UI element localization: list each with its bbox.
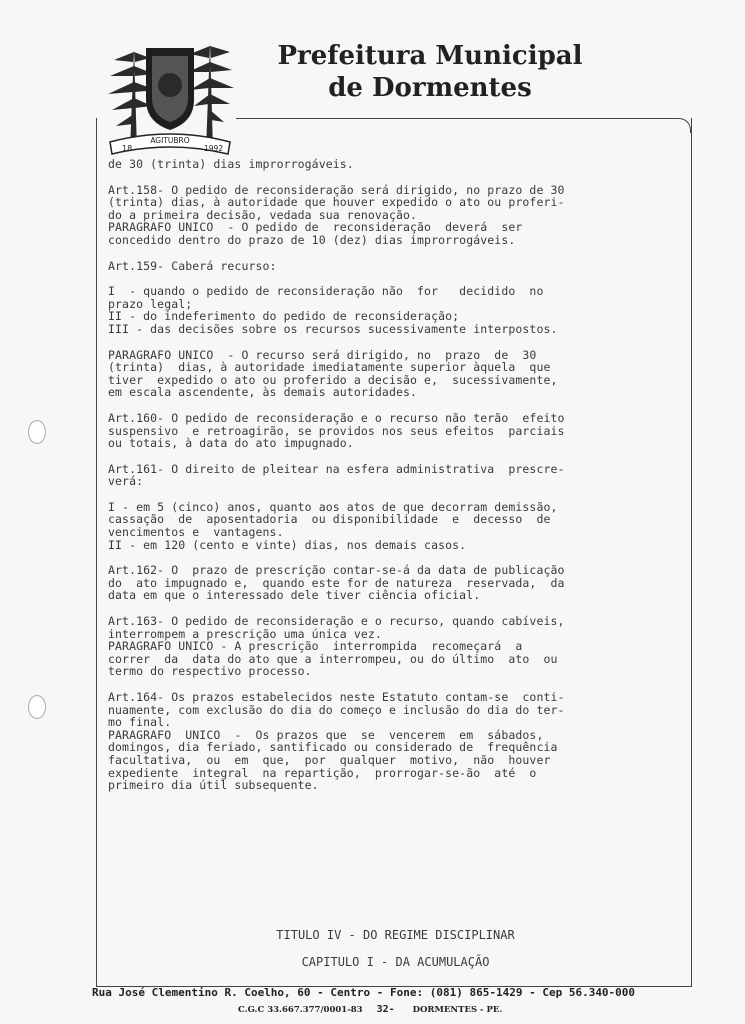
text-line: domingos, dia feriado, santificado ou considerado de frequência xyxy=(108,740,558,755)
text-line: data em que o interessado dele tiver ciência oficial. xyxy=(108,588,481,603)
text-line: tiver expedido o ato ou proferido a decisão e, sucessivamente, xyxy=(108,372,558,387)
paragraph xyxy=(108,349,683,399)
crest-ribbon-left: 18 xyxy=(122,144,133,153)
text-line: Art.158- O pedido de reconsideração será dirigido, no prazo de 30 xyxy=(108,182,565,197)
text-line: vencimentos e vantagens. xyxy=(108,525,284,540)
page-number: 32- xyxy=(376,1004,395,1015)
binder-hole xyxy=(28,420,46,444)
text-line: concedido dentro do prazo de 10 (dez) dias improrrogáveis. xyxy=(108,232,516,247)
paragraph xyxy=(108,285,683,335)
footer-cgc: C.G.C 33.667.377/0001-83 xyxy=(238,1005,363,1015)
titulo-heading: TITULO IV - DO REGIME DISCIPLINAR xyxy=(276,928,515,942)
crest-ribbon-right: 1992 xyxy=(204,144,224,153)
document-body xyxy=(108,158,683,805)
text-line: II - do indeferimento do pedido de reconsideração; xyxy=(108,309,460,324)
text-line: suspensivo e retroagirão, se providos nos seus efeitos parciais xyxy=(108,423,565,438)
paragraph xyxy=(108,564,683,602)
text-line: II - em 120 (cento e vinte) dias, nos demais casos. xyxy=(108,537,467,552)
crest-ribbon-center: AGITUBRO xyxy=(150,136,190,145)
capitulo-heading: CAPITULO I - DA ACUMULAÇÃO xyxy=(301,955,490,969)
title-line-1: Prefeitura Municipal xyxy=(277,41,583,71)
paragraph xyxy=(108,501,683,551)
text-line: III - das decisões sobre os recursos sucessivamente interpostos. xyxy=(108,321,558,336)
text-line: I - em 5 (cinco) anos, quanto aos atos de que decorram demissão, xyxy=(108,499,558,514)
text-line: verá: xyxy=(108,474,144,489)
text-line: cassação de aposentadoria ou disponibilidade e decesso de xyxy=(108,512,551,527)
text-line: I - quando o pedido de reconsideração não for decidido no xyxy=(108,284,544,299)
header-title xyxy=(250,40,610,104)
text-line: Art.162- O prazo de prescrição contar-se-á da data de publicação xyxy=(108,563,565,578)
text-line: PARAGRAFO UNICO - A prescrição interrompida recomeçará a xyxy=(108,639,523,654)
text-line: primeiro dia útil subsequente. xyxy=(108,778,319,793)
text-line: (trinta) dias, à autoridade imediatamente superior àquela que xyxy=(108,360,551,375)
text-line: Art.161- O direito de pleitear na esfera administrativa prescre- xyxy=(108,461,565,476)
paragraph xyxy=(108,260,683,273)
paragraph xyxy=(108,412,683,450)
text-line: Art.159- Caberá recurso: xyxy=(108,258,277,273)
text-line: (trinta) dias, à autoridade que houver expedido o ato ou proferi- xyxy=(108,195,565,210)
text-line: Art.160- O pedido de reconsideração e o recurso não terão efeito xyxy=(108,410,565,425)
text-line: correr da data do ato que a interrompeu, ou do último ato ou xyxy=(108,651,558,666)
text-line: facultativa, ou em que, por qualquer motivo, não houver xyxy=(108,752,551,767)
text-line: PARAGRAFO UNICO - Os prazos que se vencerem em sábados, xyxy=(108,727,544,742)
text-line: do ato impugnado e, quando este for de natureza reservada, da xyxy=(108,575,565,590)
title-line-2: de Dormentes xyxy=(328,73,532,103)
paragraph xyxy=(108,615,683,678)
page-frame-top xyxy=(236,118,676,119)
paragraph xyxy=(108,691,683,792)
text-line: em escala ascendente, às demais autoridades. xyxy=(108,385,418,400)
text-line: mo final. xyxy=(108,715,172,730)
text-line: Art.163- O pedido de reconsideração e o recurso, quando cabíveis, xyxy=(108,614,565,629)
paragraph xyxy=(108,158,683,171)
footer-city: DORMENTES - PE. xyxy=(412,1005,503,1015)
text-line: prazo legal; xyxy=(108,296,193,311)
text-line: nuamente, com exclusão do dia do começo e inclusão do dia do ter- xyxy=(108,702,565,717)
text-line: interrompem a prescrição uma única vez. xyxy=(108,626,382,641)
text-line: do a primeira decisão, vedada sua renovação. xyxy=(108,207,418,222)
footer-info xyxy=(238,1004,618,1015)
text-line: PARAGRAFO UNICO - O recurso será dirigido, no prazo de 30 xyxy=(108,347,537,362)
text-line: PARAGRAFO UNICO - O pedido de reconsideração deverá ser xyxy=(108,220,523,235)
footer-address: Rua José Clementino R. Coelho, 60 - Centro - Fone: (081) 865-1429 - Cep 56.340-000 xyxy=(92,986,636,999)
text-line: ou totais, à data do ato impugnado. xyxy=(108,436,354,451)
paragraph xyxy=(108,463,683,488)
text-line: de 30 (trinta) dias improrrogáveis. xyxy=(108,157,354,171)
text-line: Art.164- Os prazos estabelecidos neste Estatuto contam-se conti- xyxy=(108,690,565,704)
binder-hole xyxy=(28,695,46,719)
text-line: expediente integral na repartição, prorrogar-se-ão até o xyxy=(108,765,537,780)
text-line: termo do respectivo processo. xyxy=(108,664,312,679)
paragraph xyxy=(108,184,683,247)
